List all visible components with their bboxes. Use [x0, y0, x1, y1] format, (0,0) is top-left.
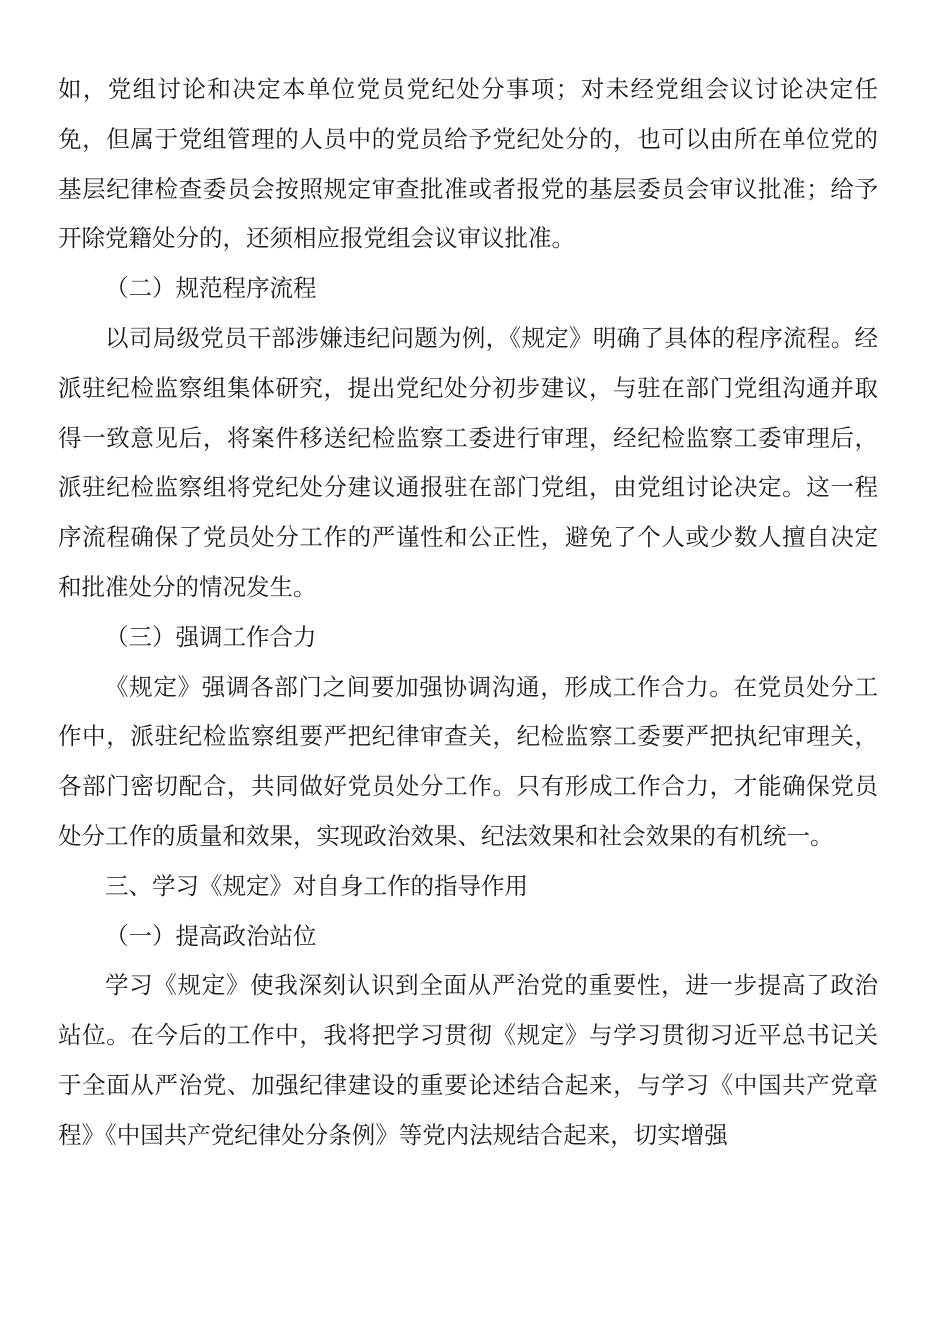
- subheading-standardize-procedure: （二）规范程序流程: [105, 274, 317, 303]
- document-page: [58, 65, 878, 1161]
- section-heading-guidance: 三、学习《规定》对自身工作的指导作用: [105, 871, 528, 900]
- paragraph-political-stance: 学习《规定》使我深刻认识到全面从严治党的重要性，进一步提高了政治站位。在今后的工作中，我将把学习贯彻《规定》与学习贯彻习近平总书记关于全面从严治党、加强纪律建设的重要论述结合起来，与学习《中国共产党章程》《中国共产党纪律处分条例》等党内法规结合起来，切实增强: [58, 971, 878, 1149]
- paragraph-synergy: 《规定》强调各部门之间要加强协调沟通，形成工作合力。在党员处分工作中，派驻纪检监察组要严把纪律审查关，纪检监察工委要严把执纪审理关，各部门密切配合，共同做好党员处分工作。只有形成工作合力，才能确保党员处分工作的质量和效果，实现政治效果、纪法效果和社会效果的有机统一。: [58, 672, 878, 850]
- subheading-work-synergy: （三）强调工作合力: [105, 622, 317, 651]
- paragraph-continuation: 如，党组讨论和决定本单位党员党纪处分事项；对未经党组会议讨论决定任免，但属于党组管理的人员中的党员给予党纪处分的，也可以由所在单位党的基层纪律检查委员会按照规定审查批准或者报党的基层委员会审议批准；给予开除党籍处分的，还须相应报党组会议审议批准。: [58, 75, 878, 253]
- subheading-political-stance: （一）提高政治站位: [105, 921, 317, 950]
- paragraph-procedure: 以司局级党员干部涉嫌违纪问题为例，《规定》明确了具体的程序流程。经派驻纪检监察组集体研究，提出党纪处分初步建议，与驻在部门党组沟通并取得一致意见后，将案件移送纪检监察工委进行审理，经纪检监察工委审理后，派驻纪检监察组将党纪处分建议通报驻在部门党组，由党组讨论决定。这一程序流程确保了党员处分工作的严谨性和公正性，避免了个人或少数人擅自决定和批准处分的情况发生。: [58, 323, 878, 601]
